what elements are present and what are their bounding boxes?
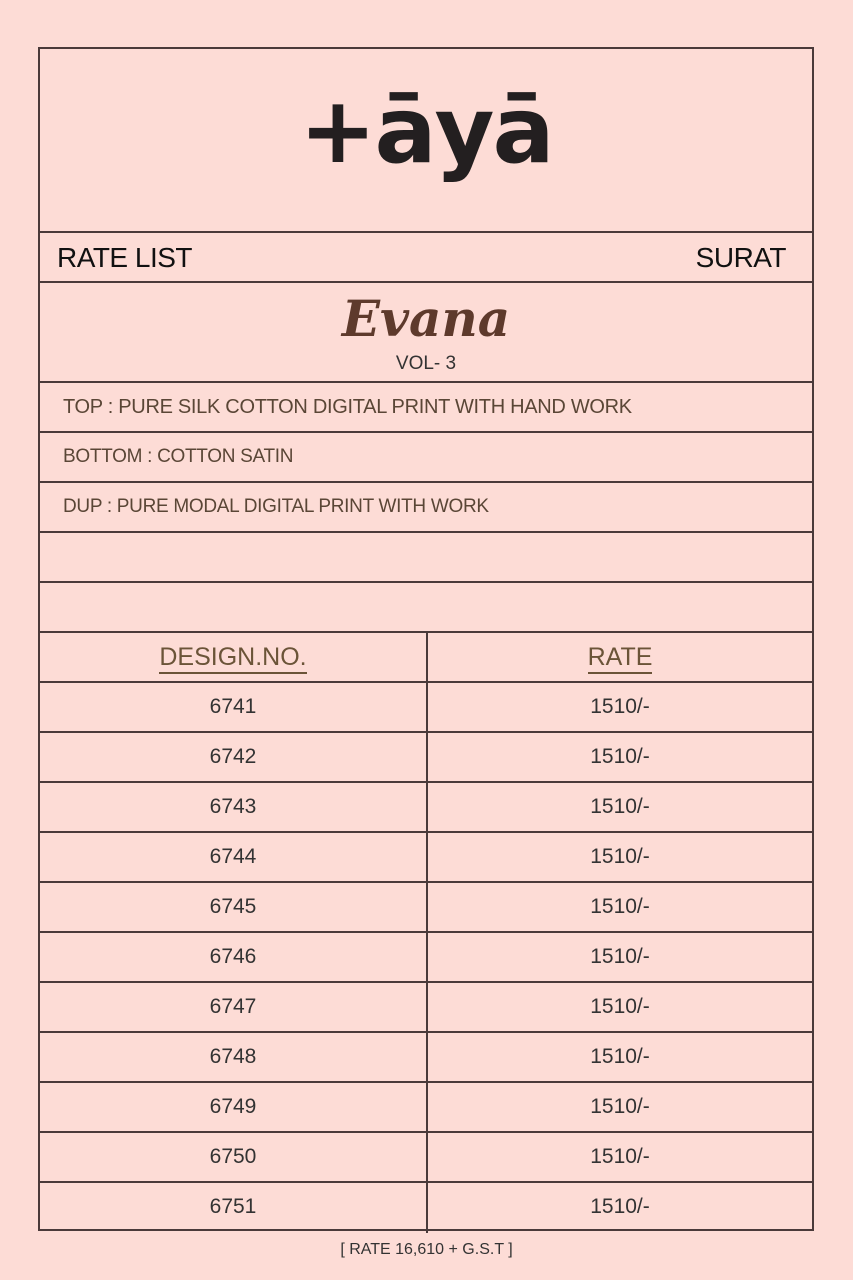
design-no-cell: 6741 bbox=[209, 695, 257, 718]
rate-cell: 1510/- bbox=[426, 1033, 812, 1081]
design-no-cell: 6748 bbox=[209, 1045, 257, 1068]
design-no-cell: 6747 bbox=[209, 995, 257, 1018]
fabric-bottom-row bbox=[40, 433, 812, 483]
blank-row bbox=[40, 533, 812, 583]
rate-cell: 1510/- bbox=[426, 833, 812, 881]
table-row bbox=[40, 783, 812, 833]
brand-volume: VOL- 3 bbox=[395, 353, 457, 374]
table-row bbox=[40, 1083, 812, 1133]
logo-row bbox=[40, 49, 812, 233]
table-header-row bbox=[40, 633, 812, 683]
fabric-bottom-text: BOTTOM : COTTON SATIN bbox=[63, 446, 294, 467]
design-no-cell: 6742 bbox=[209, 745, 257, 768]
rate-list-sheet bbox=[38, 47, 814, 1231]
total-rate-note: [ RATE 16,610 + G.S.T ] bbox=[340, 1241, 513, 1258]
city-label: SURAT bbox=[695, 242, 786, 273]
rate-cell: 1510/- bbox=[426, 783, 812, 831]
rate-cell: 1510/- bbox=[426, 933, 812, 981]
rate-cell: 1510/- bbox=[426, 733, 812, 781]
title-row bbox=[40, 233, 812, 283]
table-row bbox=[40, 983, 812, 1033]
design-no-cell: 6745 bbox=[209, 895, 257, 918]
fabric-dupatta-row bbox=[40, 483, 812, 533]
rate-header: RATE bbox=[426, 633, 812, 681]
table-row bbox=[40, 883, 812, 933]
table-row bbox=[40, 833, 812, 883]
design-no-cell: 6743 bbox=[209, 795, 257, 818]
blank-row bbox=[40, 583, 812, 633]
table-row bbox=[40, 933, 812, 983]
haya-logo: +āyā bbox=[299, 77, 553, 184]
table-row bbox=[40, 683, 812, 733]
rate-cell: 1510/- bbox=[426, 1183, 812, 1233]
fabric-dupatta-text: DUP : PURE MODAL DIGITAL PRINT WITH WORK bbox=[63, 496, 489, 517]
table-row bbox=[40, 1133, 812, 1183]
rate-cell: 1510/- bbox=[426, 1083, 812, 1131]
table-row bbox=[40, 1183, 812, 1233]
rate-cell: 1510/- bbox=[426, 1133, 812, 1181]
table-row bbox=[40, 733, 812, 783]
design-no-cell: 6751 bbox=[209, 1195, 257, 1218]
rate-list-title: RATE LIST bbox=[57, 242, 193, 273]
rate-cell: 1510/- bbox=[426, 683, 812, 731]
design-no-cell: 6744 bbox=[209, 845, 257, 868]
design-no-cell: 6750 bbox=[209, 1145, 257, 1168]
design-no-header: DESIGN.NO. bbox=[40, 633, 426, 681]
fabric-top-row bbox=[40, 383, 812, 433]
fabric-top-text: TOP : PURE SILK COTTON DIGITAL PRINT WITH HAND WORK bbox=[63, 396, 632, 418]
brand-row bbox=[40, 283, 812, 383]
brand-name: Evana bbox=[341, 289, 511, 348]
rate-cell: 1510/- bbox=[426, 983, 812, 1031]
design-no-cell: 6746 bbox=[209, 945, 257, 968]
rate-cell: 1510/- bbox=[426, 883, 812, 931]
rate-table bbox=[40, 633, 812, 1229]
table-row bbox=[40, 1033, 812, 1083]
design-no-cell: 6749 bbox=[209, 1095, 257, 1118]
